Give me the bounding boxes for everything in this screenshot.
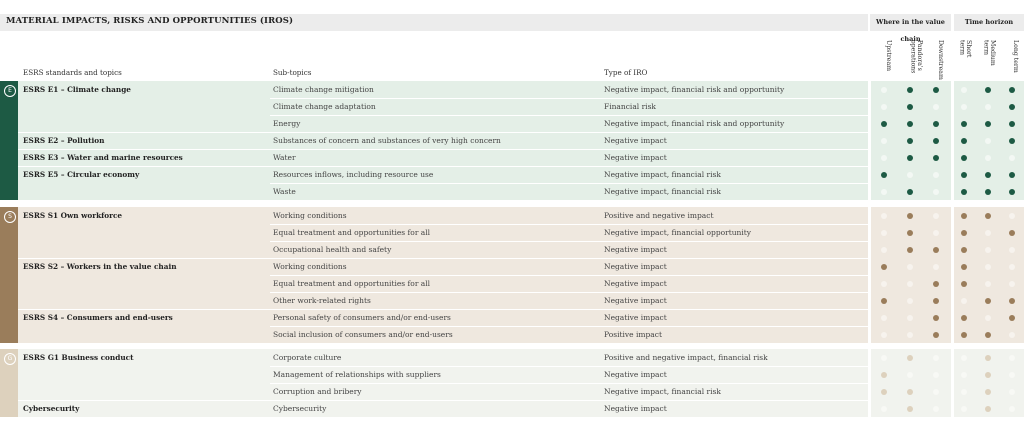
empty-dot-icon [1009,247,1015,253]
table-row [18,383,1024,400]
table-row [18,309,1024,326]
group-divider [18,166,270,167]
section-icon: G [4,353,16,365]
row-divider [270,115,868,116]
table-row [18,258,1024,275]
subtopic-cell: Climate change adaptation [273,102,376,111]
subtopic-cell: Occupational health and safety [273,245,392,254]
column-separator [868,207,871,224]
empty-dot-icon [881,406,887,412]
section-bar [0,207,18,343]
empty-dot-icon [881,138,887,144]
column-separator [868,149,871,166]
iro-type-cell: Negative impact [604,296,667,305]
filled-dot-icon [1009,189,1015,195]
empty-dot-icon [985,138,991,144]
subtopic-cell: Resources inflows, including resource use [273,170,434,179]
column-separator [951,366,954,383]
empty-dot-icon [961,104,967,110]
iro-type-cell: Negative impact, financial risk [604,170,721,179]
filled-dot-icon [881,264,887,270]
long-term-column-header: Long term [1012,40,1019,73]
subtopic-cell: Equal treatment and opportunities for all [273,228,431,237]
subtopic-cell: Working conditions [273,262,347,271]
standard-cell: ESRS E2 – Pollution [23,136,105,145]
filled-dot-icon [907,189,913,195]
column-separator [951,258,954,275]
group-divider [18,149,270,150]
subtopic-cell: Energy [273,119,301,128]
filled-dot-icon [881,172,887,178]
empty-dot-icon [961,406,967,412]
iro-type-cell: Negative impact, financial risk and opportunity [604,85,785,94]
row-divider [270,400,868,401]
table-row [18,366,1024,383]
section-icon: E [4,85,16,97]
iro-type-cell: Financial risk [604,102,656,111]
column-separator [868,166,871,183]
empty-dot-icon [907,281,913,287]
empty-dot-icon [1009,264,1015,270]
empty-dot-icon [881,213,887,219]
empty-dot-icon [907,372,913,378]
filled-dot-icon [907,104,913,110]
standard-cell: ESRS S1 Own workforce [23,211,123,220]
standard-cell: ESRS E5 – Circular economy [23,170,140,179]
filled-dot-icon [985,389,991,395]
empty-dot-icon [1009,332,1015,338]
column-separator [951,349,954,366]
table-row [18,183,1024,200]
filled-dot-icon [933,315,939,321]
filled-dot-icon [985,121,991,127]
subtopics-column-header: Sub-topics [273,68,312,77]
empty-dot-icon [881,155,887,161]
filled-dot-icon [961,121,967,127]
column-separator [951,183,954,200]
filled-dot-icon [985,213,991,219]
filled-dot-icon [961,315,967,321]
type-column-header: Type of IRO [604,68,648,77]
subtopic-cell: Cybersecurity [273,404,327,413]
filled-dot-icon [933,155,939,161]
filled-dot-icon [961,247,967,253]
empty-dot-icon [881,87,887,93]
filled-dot-icon [907,87,913,93]
column-separator [951,81,954,98]
filled-dot-icon [961,155,967,161]
table-title: MATERIAL IMPACTS, RISKS AND OPPORTUNITIES (IROS) [6,16,294,26]
empty-dot-icon [933,172,939,178]
row-divider [270,275,868,276]
filled-dot-icon [933,138,939,144]
empty-dot-icon [1009,406,1015,412]
empty-dot-icon [907,264,913,270]
filled-dot-icon [1009,172,1015,178]
empty-dot-icon [881,247,887,253]
filled-dot-icon [933,87,939,93]
empty-dot-icon [933,355,939,361]
filled-dot-icon [881,121,887,127]
subtopic-cell: Corruption and bribery [273,387,362,396]
column-separator [868,400,871,417]
empty-dot-icon [933,372,939,378]
filled-dot-icon [985,406,991,412]
iro-type-cell: Negative impact, financial risk and opportunity [604,119,785,128]
filled-dot-icon [907,247,913,253]
column-separator [868,98,871,115]
filled-dot-icon [907,355,913,361]
column-separator [951,241,954,258]
filled-dot-icon [961,138,967,144]
filled-dot-icon [907,389,913,395]
row-divider [270,292,868,293]
column-separator [868,115,871,132]
iro-type-cell: Negative impact [604,404,667,413]
empty-dot-icon [907,315,913,321]
column-separator [951,224,954,241]
table-row [18,207,1024,224]
group-divider [18,132,270,133]
empty-dot-icon [881,281,887,287]
empty-dot-icon [961,389,967,395]
empty-dot-icon [1009,155,1015,161]
column-separator [868,224,871,241]
filled-dot-icon [933,281,939,287]
standard-cell: ESRS S4 – Consumers and end-users [23,313,173,322]
subtopic-cell: Waste [273,187,296,196]
row-divider [270,166,868,167]
filled-dot-icon [907,155,913,161]
empty-dot-icon [907,298,913,304]
filled-dot-icon [907,138,913,144]
filled-dot-icon [907,230,913,236]
table-row [18,115,1024,132]
filled-dot-icon [933,332,939,338]
empty-dot-icon [907,172,913,178]
filled-dot-icon [961,281,967,287]
iro-type-cell: Negative impact [604,136,667,145]
standard-cell: ESRS E3 – Water and marine resources [23,153,183,162]
row-divider [270,241,868,242]
subtopic-cell: Social inclusion of consumers and/or end-users [273,330,453,339]
filled-dot-icon [907,121,913,127]
filled-dot-icon [985,372,991,378]
row-divider [270,224,868,225]
empty-dot-icon [881,230,887,236]
column-separator [868,81,871,98]
short-term-column-header: Short term [958,40,972,58]
filled-dot-icon [985,298,991,304]
filled-dot-icon [985,172,991,178]
empty-dot-icon [1009,213,1015,219]
column-separator [868,366,871,383]
upstream-column-header: Upstream [885,40,892,72]
group-divider [18,309,270,310]
iro-type-cell: Negative impact [604,370,667,379]
subtopic-cell: Other work-related rights [273,296,371,305]
empty-dot-icon [907,332,913,338]
filled-dot-icon [961,213,967,219]
filled-dot-icon [907,213,913,219]
column-separator [951,383,954,400]
filled-dot-icon [1009,121,1015,127]
row-divider [270,98,868,99]
empty-dot-icon [933,264,939,270]
table-row [18,224,1024,241]
iro-type-cell: Negative impact [604,313,667,322]
standard-cell: Cybersecurity [23,404,80,413]
subtopic-cell: Substances of concern and substances of very high concern [273,136,501,145]
standard-cell: ESRS G1 Business conduct [23,353,134,362]
empty-dot-icon [985,155,991,161]
subtopic-cell: Climate change mitigation [273,85,374,94]
group-divider [18,400,270,401]
column-separator [868,132,871,149]
empty-dot-icon [961,87,967,93]
column-separator [868,183,871,200]
filled-dot-icon [933,247,939,253]
filled-dot-icon [933,298,939,304]
column-separator [868,309,871,326]
column-separator [951,149,954,166]
filled-dot-icon [961,172,967,178]
column-separator [868,326,871,343]
section-icon: S [4,211,16,223]
empty-dot-icon [933,213,939,219]
row-divider [270,326,868,327]
filled-dot-icon [881,389,887,395]
filled-dot-icon [881,298,887,304]
empty-dot-icon [985,315,991,321]
empty-dot-icon [961,298,967,304]
operations-column-header: Pandora's operations [909,40,923,74]
table-row [18,349,1024,366]
column-separator [951,326,954,343]
empty-dot-icon [933,389,939,395]
column-separator [951,400,954,417]
column-separator [951,132,954,149]
iro-type-cell: Positive and negative impact [604,211,714,220]
table-row [18,132,1024,149]
column-separator [951,292,954,309]
iro-type-cell: Positive and negative impact, financial risk [604,353,768,362]
downstream-column-header: Downstream [937,40,944,80]
filled-dot-icon [1009,104,1015,110]
section-bar [0,81,18,200]
table-row [18,98,1024,115]
empty-dot-icon [985,281,991,287]
empty-dot-icon [961,372,967,378]
empty-dot-icon [881,355,887,361]
column-separator [951,207,954,224]
row-divider [270,149,868,150]
row-divider [270,383,868,384]
empty-dot-icon [961,355,967,361]
filled-dot-icon [985,87,991,93]
empty-dot-icon [985,264,991,270]
table-row [18,166,1024,183]
empty-dot-icon [985,247,991,253]
empty-dot-icon [881,332,887,338]
empty-dot-icon [1009,355,1015,361]
column-separator [868,275,871,292]
iro-type-cell: Positive impact [604,330,662,339]
filled-dot-icon [1009,87,1015,93]
table-row [18,241,1024,258]
subtopic-cell: Management of relationships with suppliers [273,370,441,379]
empty-dot-icon [985,230,991,236]
subtopic-cell: Working conditions [273,211,347,220]
group-divider [18,258,270,259]
empty-dot-icon [1009,389,1015,395]
empty-dot-icon [881,189,887,195]
subtopic-cell: Personal safety of consumers and/or end-users [273,313,451,322]
empty-dot-icon [933,230,939,236]
column-separator [868,383,871,400]
empty-dot-icon [933,104,939,110]
filled-dot-icon [1009,230,1015,236]
subtopic-cell: Corporate culture [273,353,342,362]
filled-dot-icon [985,332,991,338]
standards-column-header: ESRS standards and topics [23,68,122,77]
row-divider [270,132,868,133]
empty-dot-icon [1009,372,1015,378]
filled-dot-icon [1009,298,1015,304]
column-separator [951,115,954,132]
empty-dot-icon [881,315,887,321]
subtopic-cell: Equal treatment and opportunities for all [273,279,431,288]
empty-dot-icon [933,189,939,195]
column-separator [868,241,871,258]
value-chain-group-header: Where in the value chain [870,14,951,31]
filled-dot-icon [961,332,967,338]
empty-dot-icon [933,406,939,412]
iro-type-cell: Negative impact, financial risk [604,387,721,396]
standard-cell: ESRS E1 – Climate change [23,85,131,94]
column-separator [868,258,871,275]
table-row [18,275,1024,292]
table-row [18,326,1024,343]
section-bar [0,349,18,417]
subtopic-cell: Water [273,153,296,162]
column-separator [868,349,871,366]
iro-type-cell: Negative impact [604,279,667,288]
filled-dot-icon [1009,315,1015,321]
time-horizon-group-header: Time horizon [954,14,1024,31]
filled-dot-icon [985,189,991,195]
empty-dot-icon [1009,281,1015,287]
filled-dot-icon [961,230,967,236]
column-separator [951,98,954,115]
row-divider [270,366,868,367]
table-row [18,400,1024,417]
empty-dot-icon [881,104,887,110]
row-divider [270,183,868,184]
column-separator [868,292,871,309]
table-row [18,81,1024,98]
iro-type-cell: Negative impact [604,262,667,271]
medium-term-column-header: Medium term [982,40,996,66]
filled-dot-icon [985,355,991,361]
column-separator [951,275,954,292]
iro-type-cell: Negative impact [604,245,667,254]
filled-dot-icon [1009,138,1015,144]
filled-dot-icon [961,189,967,195]
row-divider [270,258,868,259]
iro-type-cell: Negative impact [604,153,667,162]
filled-dot-icon [881,372,887,378]
empty-dot-icon [985,104,991,110]
iro-type-cell: Negative impact, financial opportunity [604,228,752,237]
table-row [18,149,1024,166]
standard-cell: ESRS S2 – Workers in the value chain [23,262,177,271]
iro-type-cell: Negative impact, financial risk [604,187,721,196]
filled-dot-icon [933,121,939,127]
table-row [18,292,1024,309]
column-separator [951,166,954,183]
filled-dot-icon [961,264,967,270]
row-divider [270,309,868,310]
filled-dot-icon [907,406,913,412]
column-separator [951,309,954,326]
